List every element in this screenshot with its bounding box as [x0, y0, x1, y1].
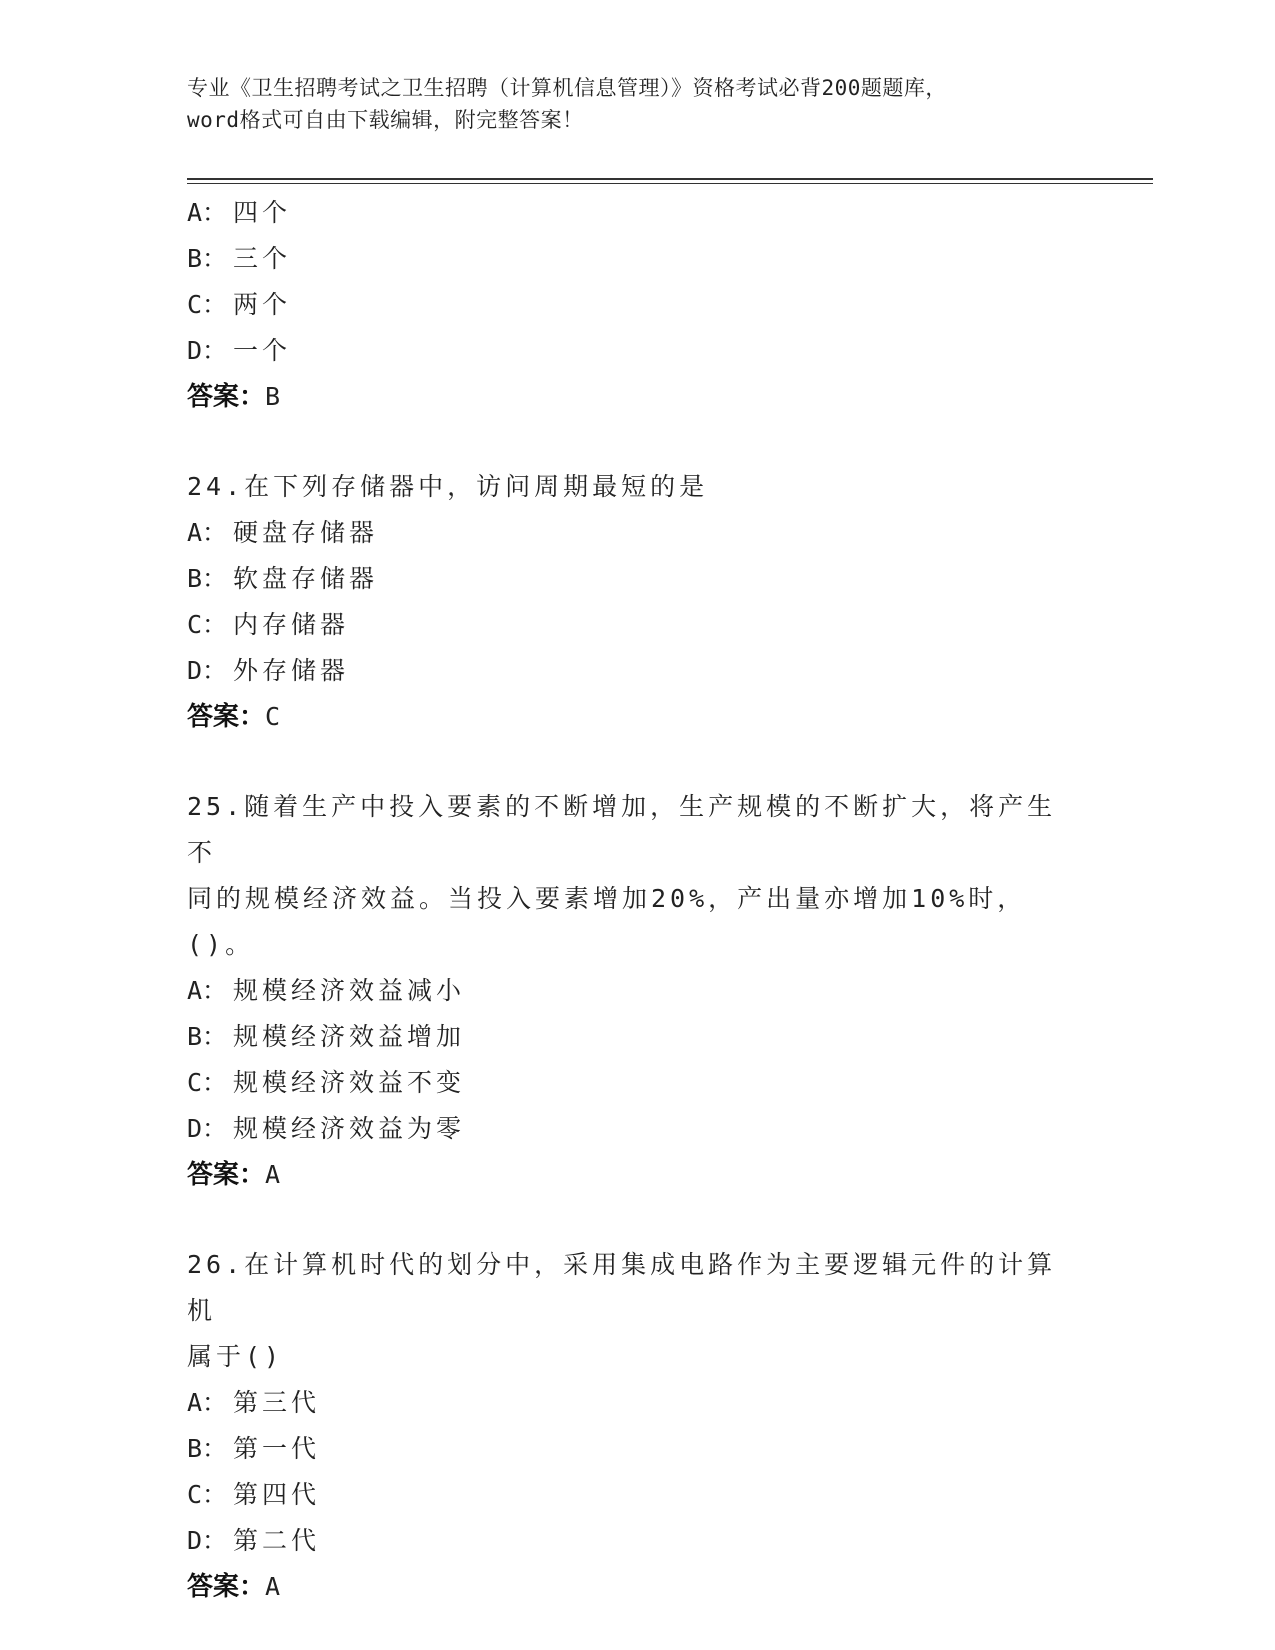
option-letter: B：: [187, 1434, 228, 1463]
answer-line: [187, 374, 1087, 420]
option-d: [187, 1518, 1087, 1564]
answer-value: B: [265, 382, 281, 411]
option-letter: A：: [187, 1388, 228, 1417]
option-letter: C：: [187, 1068, 228, 1097]
question-24: [187, 464, 1087, 740]
option-c: [187, 602, 1087, 648]
question-26: [187, 1242, 1087, 1610]
option-letter: D：: [187, 1114, 228, 1143]
option-letter: A：: [187, 198, 228, 227]
question-23: [187, 190, 1087, 420]
option-text: 规模经济效益减小: [233, 976, 466, 1005]
option-letter: B：: [187, 564, 228, 593]
question-25: [187, 784, 1087, 1198]
option-letter: B：: [187, 1022, 228, 1051]
option-a: [187, 190, 1087, 236]
option-b: [187, 236, 1087, 282]
answer-label: 答案：: [187, 1572, 266, 1602]
option-text: 一个: [233, 336, 292, 365]
option-text: 第四代: [233, 1480, 321, 1509]
option-letter: D：: [187, 656, 228, 685]
option-b: [187, 1014, 1087, 1060]
option-d: [187, 328, 1087, 374]
option-text: 规模经济效益为零: [233, 1114, 466, 1143]
answer-value: A: [265, 1572, 281, 1601]
option-text: 三个: [233, 244, 292, 273]
option-letter: D：: [187, 336, 228, 365]
option-letter: A：: [187, 518, 228, 547]
option-letter: D：: [187, 1526, 228, 1555]
document-header: [187, 72, 1087, 136]
option-text: 软盘存储器: [233, 564, 379, 593]
option-a: [187, 1380, 1087, 1426]
option-letter: C：: [187, 290, 228, 319]
option-text: 外存储器: [233, 656, 350, 685]
header-line-2: word格式可自由下载编辑，附完整答案！: [187, 108, 584, 132]
answer-value: C: [265, 702, 281, 731]
question-text-line-2: 属于(): [187, 1342, 284, 1371]
option-d: [187, 648, 1087, 694]
option-b: [187, 556, 1087, 602]
answer-label: 答案：: [187, 382, 266, 412]
question-text: 24.在下列存储器中，访问周期最短的是: [187, 472, 709, 501]
answer-label: 答案：: [187, 702, 266, 732]
option-text: 四个: [233, 198, 292, 227]
option-d: [187, 1106, 1087, 1152]
option-letter: C：: [187, 1480, 228, 1509]
option-letter: A：: [187, 976, 228, 1005]
option-text: 硬盘存储器: [233, 518, 379, 547]
header-line-1: 专业《卫生招聘考试之卫生招聘（计算机信息管理）》资格考试必背200题题库，: [187, 76, 947, 100]
option-b: [187, 1426, 1087, 1472]
option-text: 第二代: [233, 1526, 321, 1555]
option-a: [187, 968, 1087, 1014]
option-c: [187, 1060, 1087, 1106]
option-c: [187, 282, 1087, 328]
question-text-line-1: 25.随着生产中投入要素的不断增加，生产规模的不断扩大，将产生不: [187, 792, 1057, 867]
header-rule-thick: [187, 178, 1153, 180]
option-text: 第一代: [233, 1434, 321, 1463]
question-text-line-1: 26.在计算机时代的划分中，采用集成电路作为主要逻辑元件的计算机: [187, 1250, 1057, 1325]
option-letter: C：: [187, 610, 228, 639]
answer-line: [187, 694, 1087, 740]
option-text: 规模经济效益增加: [233, 1022, 466, 1051]
option-a: [187, 510, 1087, 556]
answer-value: A: [265, 1160, 281, 1189]
option-text: 两个: [233, 290, 292, 319]
option-c: [187, 1472, 1087, 1518]
header-rule-thin: [187, 183, 1153, 184]
option-text: 内存储器: [233, 610, 350, 639]
answer-line: [187, 1564, 1087, 1610]
answer-label: 答案：: [187, 1160, 266, 1190]
question-text-line-2: 同的规模经济效益。当投入要素增加20%，产出量亦增加10%时，()。: [187, 884, 1027, 959]
question-list: [187, 190, 1087, 1610]
answer-line: [187, 1152, 1087, 1198]
option-letter: B：: [187, 244, 228, 273]
option-text: 规模经济效益不变: [233, 1068, 466, 1097]
option-text: 第三代: [233, 1388, 321, 1417]
